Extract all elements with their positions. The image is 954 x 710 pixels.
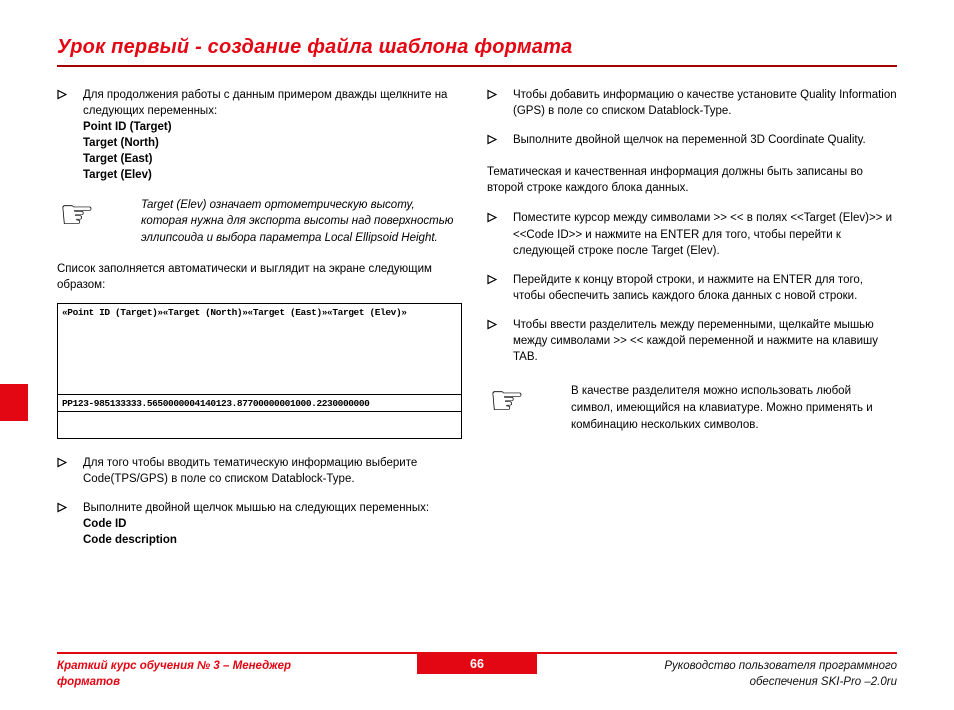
- list-item: [487, 132, 897, 148]
- paragraph-text: Для продолжения работы с данным примером дважды щелкните на следующих переменных:: [83, 89, 448, 118]
- footer-left-text: [57, 658, 291, 690]
- list-item-text: [83, 87, 462, 184]
- paragraph: Тематическая и качественная информация должны быть записаны во второй строке каждого блока данных.: [487, 166, 863, 195]
- template-empty-area: [58, 412, 461, 438]
- bullet-arrow-icon: [487, 87, 513, 119]
- bullet-arrow-icon: [57, 455, 83, 487]
- bullet-arrow-icon: [487, 317, 513, 365]
- page-footer: [0, 652, 954, 689]
- list-item: [487, 272, 897, 304]
- note-block: [487, 379, 897, 433]
- content-columns: [0, 87, 954, 561]
- page-title: Урок первый - создание файла шаблона формата: [57, 36, 573, 58]
- variable-name: Code ID: [83, 518, 127, 531]
- note-text: Target (Elev) означает ортометрическую высоту, которая нужна для экспорта высоты над поверхностью эллипсоида и выбора параметра Local Ellipsoid Height.: [141, 198, 454, 244]
- variable-name: Target (East): [83, 153, 153, 166]
- bullet-arrow-icon: [487, 272, 513, 304]
- note-block: [57, 192, 462, 247]
- paragraph: Список заполняется автоматически и выглядит на экране следующим образом:: [57, 262, 432, 291]
- list-item: [487, 317, 897, 365]
- variable-name: Target (Elev): [83, 169, 152, 182]
- bullet-arrow-icon: [487, 210, 513, 258]
- variable-list: [83, 119, 462, 183]
- note-text: В качестве разделителя можно использовать любой символ, имеющийся на клавиатуре. Можно применять и комбинацию нескольких символов.: [571, 385, 873, 431]
- footer-right-line2: обеспечения SKI-Pro –2.0ru: [749, 676, 897, 689]
- list-item-text: Чтобы ввести разделитель между переменными, щелкайте мышью между символами >> << каждой переменной и нажмите на клавишу TAB.: [513, 318, 878, 364]
- left-column: [57, 87, 462, 561]
- list-item-text: Чтобы добавить информацию о качестве установите Quality Information (GPS) в поле со списком Datablock-Type.: [513, 89, 897, 118]
- footer-left-line1: Краткий курс обучения № 3 – Менеджер: [57, 660, 292, 672]
- list-item-text: Выполните двойной щелчок на переменной 3D Coordinate Quality.: [513, 134, 866, 147]
- list-item: [57, 455, 462, 487]
- list-item: [487, 87, 897, 119]
- bullet-arrow-icon: [57, 87, 83, 184]
- footer-left-line2: форматов: [57, 676, 121, 689]
- list-item-text: Для того чтобы вводить тематическую информацию выберите Code(TPS/GPS) в поле со списком Datablock-Type.: [83, 456, 418, 485]
- list-item-text: Поместите курсор между символами >> << в полях <<Target (Elev)>> и <<Code ID>> и нажмите на ENTER для того, чтобы перейти к следующей строке после Target (Elev).: [513, 212, 893, 257]
- list-item-text: [83, 500, 429, 548]
- template-data-line: PP123-985133333.5650000004140123.87700000001000.2230000000: [62, 397, 370, 409]
- footer-right-text: [664, 658, 897, 690]
- bullet-arrow-icon: [57, 500, 83, 548]
- title-rule: [57, 65, 897, 67]
- list-item: [487, 210, 897, 258]
- paragraph-text: Выполните двойной щелчок мышью на следующих переменных:: [83, 501, 430, 514]
- variable-list: [83, 516, 429, 548]
- format-template-screenshot: [57, 303, 462, 439]
- list-item: [57, 87, 462, 184]
- pointing-hand-icon: ☞: [59, 192, 95, 237]
- variable-name: Code description: [83, 534, 177, 547]
- footer-right-line1: Руководство пользователя программного: [664, 660, 897, 672]
- right-column: [487, 87, 897, 561]
- list-item-text: Перейдите к концу второй строки, и нажмите на ENTER для того, чтобы обеспечить запись каждого блока данных с новой строки.: [513, 273, 863, 302]
- page-number-badge: 66: [417, 654, 537, 674]
- template-empty-area: [58, 320, 461, 394]
- left-margin-red-tab: [0, 384, 28, 421]
- variable-name: Target (North): [83, 137, 159, 150]
- variable-name: Point ID (Target): [83, 121, 172, 134]
- list-item: [57, 500, 462, 548]
- template-header-line: «Point ID (Target)»«Target (North)»«Target (East)»«Target (Elev)»: [62, 306, 407, 318]
- bullet-arrow-icon: [487, 132, 513, 148]
- pointing-hand-icon: ☞: [489, 379, 525, 424]
